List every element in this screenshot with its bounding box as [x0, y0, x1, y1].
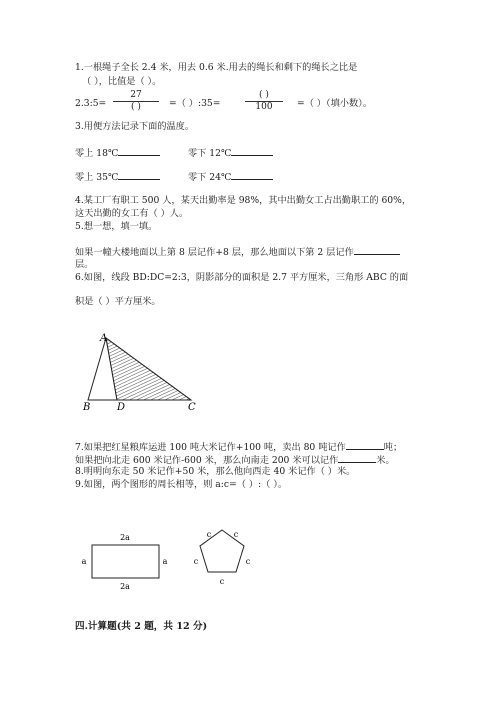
q2-fraction-2 — [245, 90, 283, 113]
q1-line2: （ ），比值是（ ）。 — [82, 76, 162, 87]
pentagon-side-label: c — [233, 530, 239, 539]
pentagon-side-label: c — [219, 577, 225, 586]
q5-line1 — [75, 245, 400, 259]
q3-title: 3.用便方法记录下面的温度。 — [75, 121, 195, 132]
q4-line1: 4.某工厂有职工 500 人，某天出勤率是 98%，其中出勤女工占出勤职工的 60%， — [75, 195, 412, 206]
vertex-label-c: C — [188, 402, 196, 413]
q8-line: 8.明明向东走 50 米记作+50 米，那么他向西走 40 米记作（ ）米。 — [75, 466, 356, 477]
q3-item-2-text: 零下 12℃ — [188, 148, 232, 159]
q2-fraction-1-denominator: ( ) — [131, 102, 141, 112]
rectangle-top-label: 2a — [120, 533, 130, 542]
q1-line1: 1.一根绳子全长 2.4 米，用去 0.6 米.用去的绳长和剩下的绳长之比是 — [75, 62, 358, 73]
q2-fraction-2-numerator: ( ) — [259, 90, 269, 100]
q9-line: 9.如图，两个图形的周长相等，则 a:c=（ ）:（ ）。 — [75, 479, 288, 490]
q2-fraction-2-denominator: 100 — [255, 102, 273, 112]
triangle-abc-figure — [80, 330, 205, 415]
q5-line2: 层。 — [75, 259, 94, 270]
pentagon-side-label: c — [245, 557, 251, 566]
pentagon-side-label: c — [193, 557, 199, 566]
q3-item-3-text: 零上 35℃ — [75, 172, 119, 183]
q3-item-4-text: 零下 24℃ — [188, 172, 232, 183]
answer-blank[interactable] — [354, 245, 400, 255]
q7-line1-unit: 吨； — [383, 442, 403, 453]
q4-line2: 这天出勤的女工有（ ）人。 — [75, 208, 189, 219]
perimeter-figures — [75, 527, 275, 595]
q7-line1 — [75, 440, 402, 454]
section-heading: 四.计算题(共 2 题，共 12 分) — [75, 621, 208, 632]
rectangle-bottom-label: 2a — [120, 582, 130, 591]
q5-title: 5.想一想，填一填。 — [75, 221, 158, 232]
q2-suffix: =（ ）（填小数）。 — [297, 98, 372, 109]
q3-item-2 — [188, 146, 273, 160]
answer-blank[interactable] — [118, 146, 160, 156]
q3-item-1 — [75, 146, 160, 160]
q7-line2-text: 如果把向北走 600 米记作-600 米，那么向南走 200 米可以记作 — [75, 455, 339, 466]
rectangle-shape — [92, 545, 159, 578]
answer-blank[interactable] — [338, 453, 376, 463]
q2-fraction-1-numerator: 27 — [130, 90, 142, 100]
q3-item-4 — [188, 170, 273, 184]
rectangle-right-label: a — [162, 557, 168, 566]
pentagon-side-label: c — [206, 530, 212, 539]
answer-blank[interactable] — [231, 170, 273, 180]
q2-middle: =（ ）:35= — [169, 98, 221, 109]
q7-line2 — [75, 453, 395, 467]
rectangle-left-label: a — [81, 557, 87, 566]
q7-line2-unit: 米。 — [376, 455, 395, 466]
answer-blank[interactable] — [346, 440, 384, 450]
vertex-label-a: A — [100, 333, 108, 344]
q3-item-1-text: 零上 18℃ — [75, 148, 119, 159]
answer-blank[interactable] — [231, 146, 273, 156]
q7-line1-text: 7.如果把红星粮库运进 100 吨大米记作+100 吨，卖出 80 吨记作 — [75, 442, 346, 453]
answer-blank[interactable] — [118, 170, 160, 180]
q6-line1: 6.如图，线段 BD:DC=2:3，阴影部分的面积是 2.7 平方厘米，三角形 ABC 的面 — [75, 272, 409, 283]
point-label-d: D — [117, 402, 126, 413]
q2-fraction-1 — [113, 90, 159, 113]
vertex-label-b: B — [83, 402, 91, 413]
q6-line2: 积是（ ）平方厘米。 — [75, 296, 161, 307]
q3-item-3 — [75, 170, 160, 184]
q2-prefix: 2.3:5= — [75, 98, 107, 109]
q5-line1-text: 如果一幢大楼地面以上第 8 层记作+8 层，那么地面以下第 2 层记作 — [75, 247, 354, 258]
